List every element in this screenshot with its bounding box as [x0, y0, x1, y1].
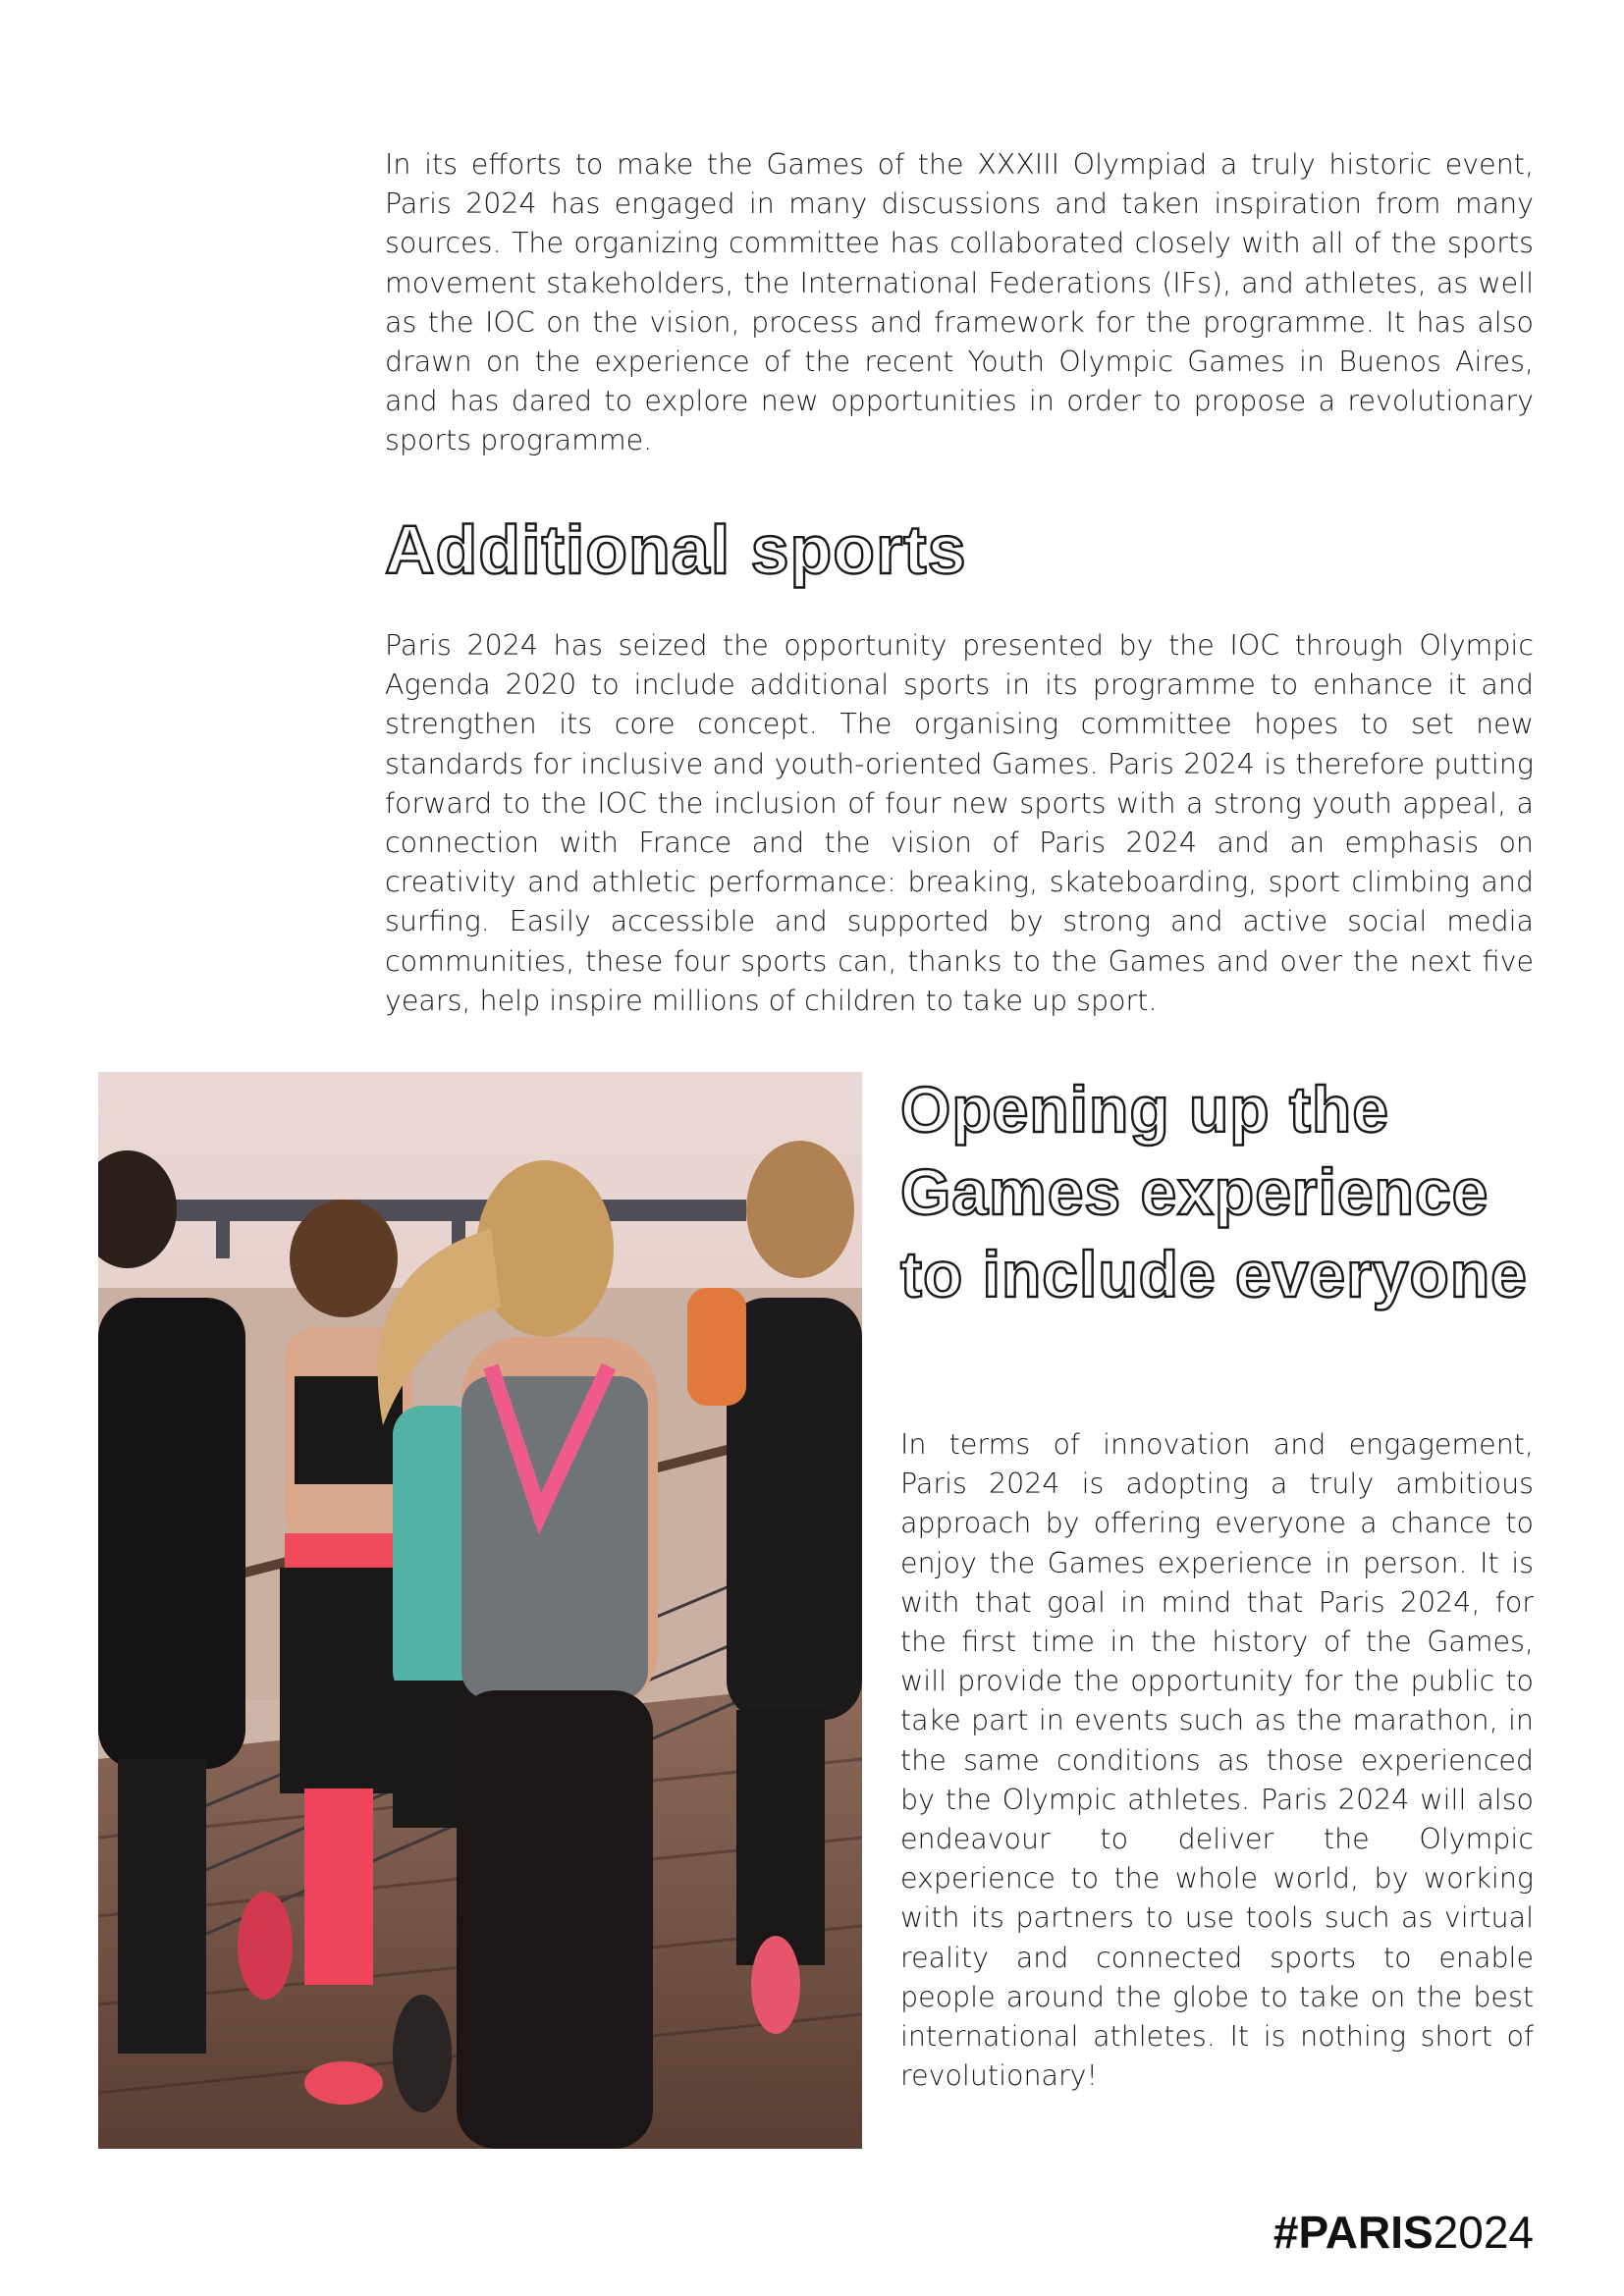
- hashtag-symbol: #: [1272, 2207, 1299, 2258]
- hashtag-year: 2024: [1433, 2207, 1534, 2258]
- footer-hashtag: [1273, 2205, 1534, 2260]
- additional-sports-paragraph: Paris 2024 has seized the opportunity presented by the IOC through Olympic Agenda 2020 to include additional sports in its programme to enhance it and strengthen its core concept. The organising committee hopes to set new standards for inclusive and youth-oriented Games. Paris 2024 is therefore putting forward to the IOC the inclusion of four new sports with a strong youth appeal, a connection with France and the vision of Paris 2024 and an emphasis on creativity and athletic performance: breaking, skateboarding, sport climbing and surfing. Easily accessible and supported by strong and active social media communities, these four sports can, thanks to the Games and over the next five years, help inspire millions of children to take up sport.: [385, 629, 1534, 1017]
- opening-up-paragraph: In terms of innovation and engagement, Paris 2024 is adopting a truly ambitious approach by offering everyone a chance to enjoy the Games experience in person. It is with that goal in mind that Paris 2024, for the first time in the history of the Games, will provide the opportunity for the public to take part in events such as the marathon, in the same conditions as those experienced by the Olympic athletes. Paris 2024 will also endeavour to deliver the Olympic experience to the whole world, by working with its partners to use tools such as virtual reality and connected sports to enable people around the globe to take on the best international athletes. It is nothing short of revolutionary!: [900, 1428, 1534, 2093]
- runners-photo: [98, 1072, 862, 2149]
- additional-sports-heading: Additional sports: [385, 511, 967, 588]
- hashtag-brand: PARIS: [1298, 2207, 1434, 2258]
- opening-up-heading: Opening up the Games experience to include everyone: [900, 1073, 1528, 1310]
- intro-paragraph: In its efforts to make the Games of the XXXIII Olympiad a truly historic event, Paris 2024 has engaged in many discussions and taken inspiration from many sources. The organizing committee has collaborated closely with all of the sports movement stakeholders, the International Federations (IFs), and athletes, as well as the IOC on the vision, process and framework for the programme. It has also drawn on the experience of the recent Youth Olympic Games in Buenos Aires, and has dared to explore new opportunities in order to propose a revolutionary sports programme.: [385, 148, 1534, 457]
